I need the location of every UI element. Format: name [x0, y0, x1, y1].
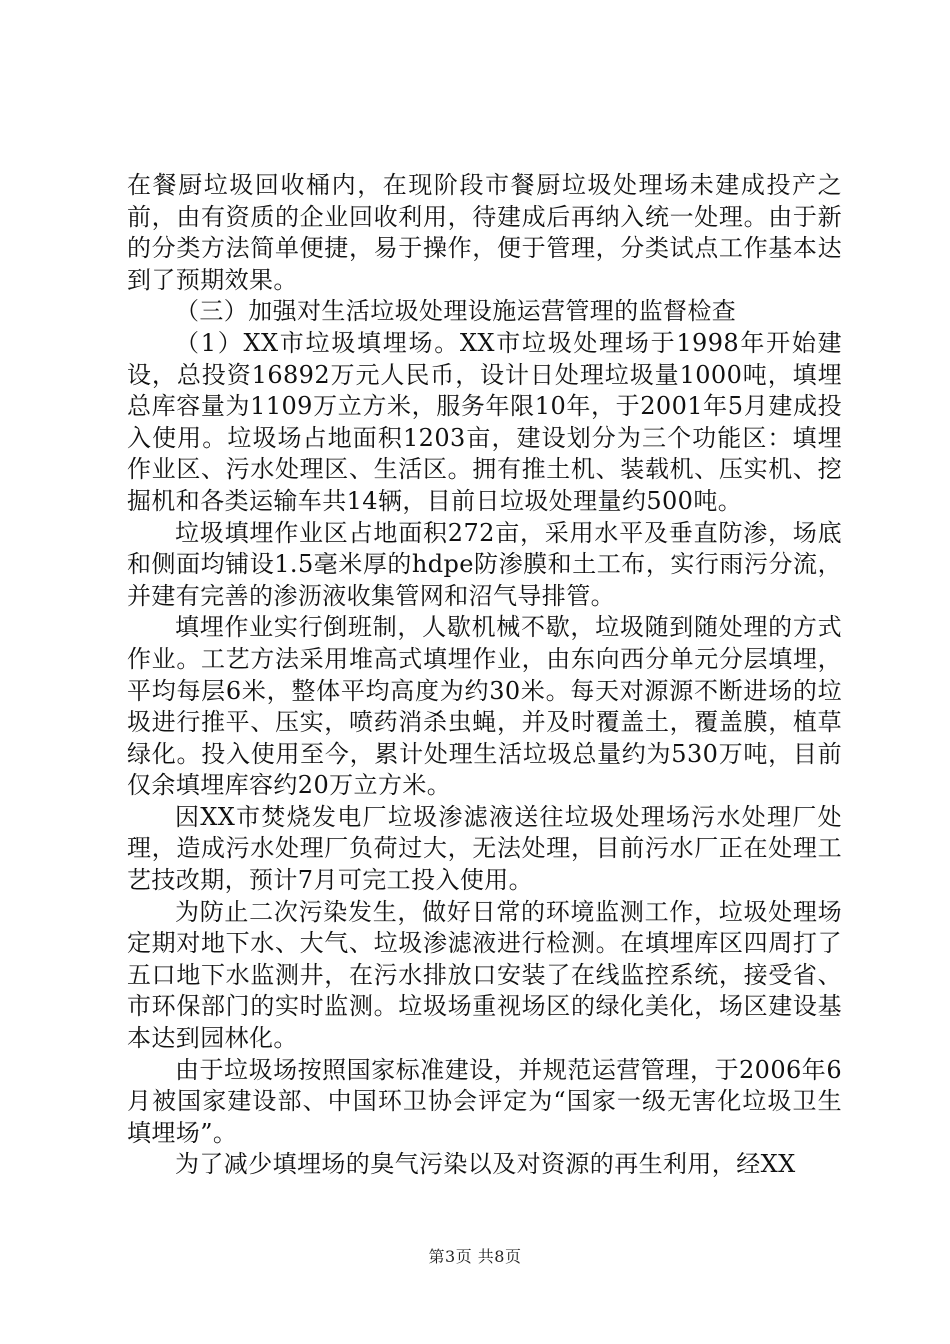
- paragraph-continuation: 在餐厨垃圾回收桶内，在现阶段市餐厨垃圾处理场未建成投产之前，由有资质的企业回收利用，待建成后再纳入统一处理。由于新的分类方法简单便捷，易于操作，便于管理，分类试点工作基本达到了预期效果。: [127, 171, 842, 294]
- paragraph-leachate: 因XX市焚烧发电厂垃圾渗滤液送往垃圾处理场污水处理厂处理，造成污水处理厂负荷过大，无法处理，目前污水厂正在处理工艺技改期，预计7月可完工投入使用。: [127, 802, 842, 895]
- page-footer: 第3页 共8页: [428, 1247, 522, 1266]
- paragraph-landfill-operation: 填埋作业实行倒班制，人歇机械不歇，垃圾随到随处理的方式作业。工艺方法采用堆高式填埋作业，由东向西分单元分层填埋，平均每层6米，整体平均高度为约30米。每天对源源不断进场的垃圾进行推平、压实，喷药消杀虫蝇，并及时覆盖土，覆盖膜，植草绿化。投入使用至今，累计处理生活垃圾总量约为530万吨，目前仅余填埋库容约20万立方米。: [127, 613, 842, 800]
- paragraph-resource-reuse: 为了减少填埋场的臭气污染以及对资源的再生利用，经XX: [175, 1150, 796, 1179]
- paragraph-landfill-overview: （1）XX市垃圾填埋场。XX市垃圾处理场于1998年开始建设，总投资16892万元人民币，设计日处理垃圾量1000吨，填埋总库容量为1109万立方米，服务年限10年，于2001年5月建成投入使用。垃圾场占地面积1203亩，建设划分为三个功能区：填埋作业区、污水处理区、生活区。拥有推土机、装载机、压实机、挖掘机和各类运输车共14辆，目前日垃圾处理量约500吨。: [127, 328, 842, 515]
- paragraph-rating: 由于垃圾场按照国家标准建设，并规范运营管理，于2006年6月被国家建设部、中国环卫协会评定为“国家一级无害化垃圾卫生填埋场”。: [127, 1055, 842, 1147]
- paragraph-operation-area: 垃圾填埋作业区占地面积272亩，采用水平及垂直防渗，场底和侧面均铺设1.5毫米厚的hdpe防渗膜和土工布，实行雨污分流，并建有完善的渗沥液收集管网和沼气导排管。: [127, 518, 842, 610]
- document-body: [127, 170, 842, 1181]
- section-heading: （三）加强对生活垃圾处理设施运营管理的监督检查: [175, 297, 737, 326]
- paragraph-monitoring: 为防止二次污染发生，做好日常的环境监测工作，垃圾处理场定期对地下水、大气、垃圾渗滤液进行检测。在填埋库区四周打了五口地下水监测井，在污水排放口安装了在线监控系统，接受省、市环保部门的实时监测。垃圾场重视场区的绿化美化，场区建设基本达到园林化。: [127, 897, 842, 1053]
